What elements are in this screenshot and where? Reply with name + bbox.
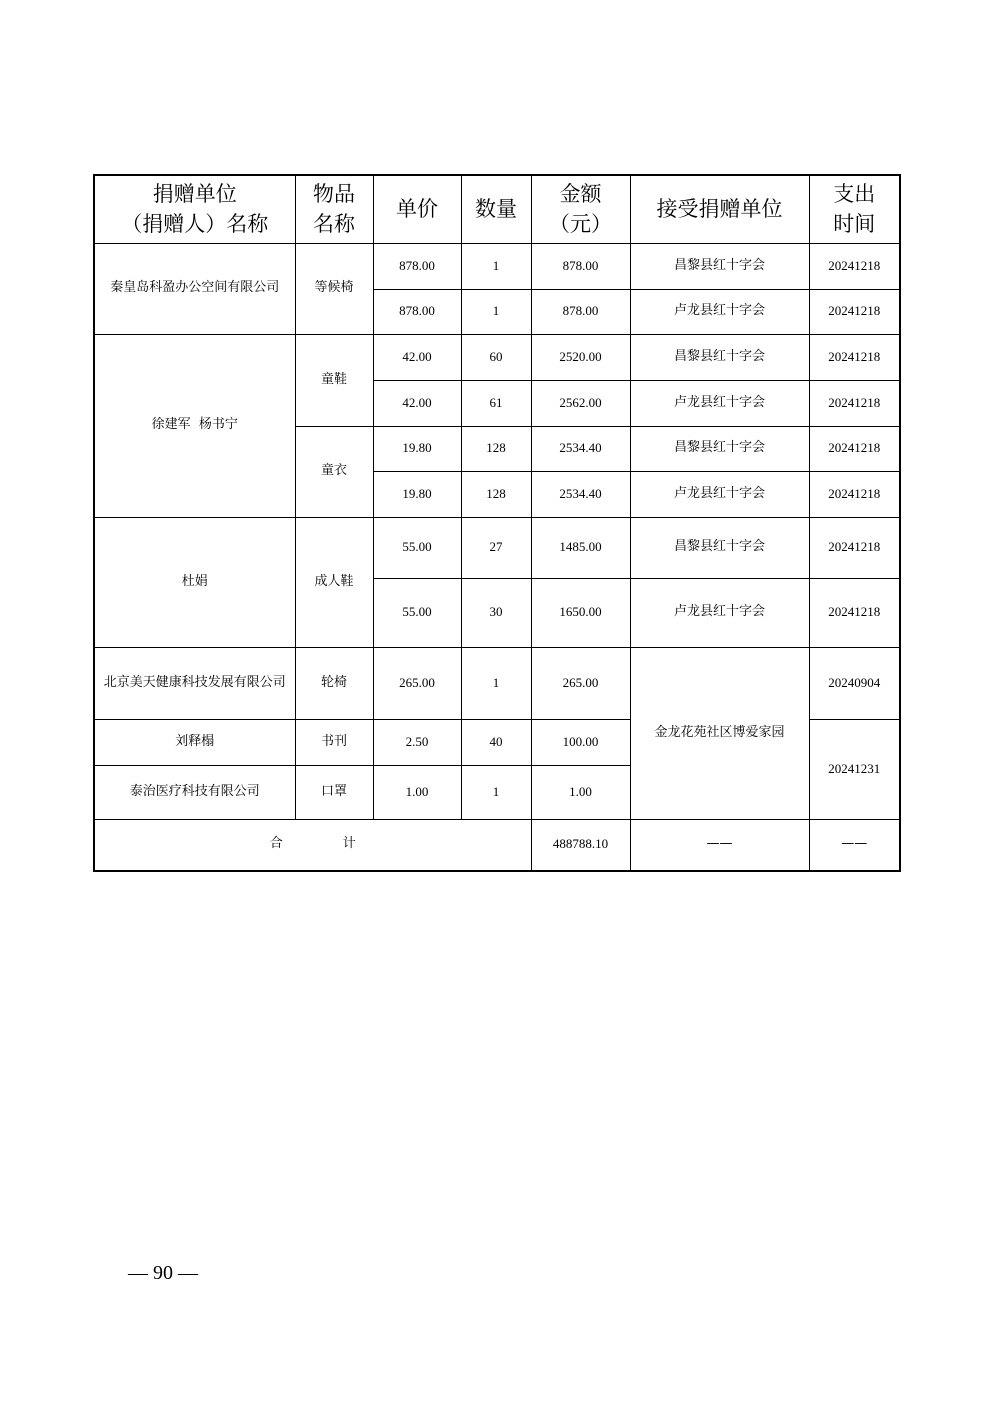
qty-cell: 1 — [461, 765, 531, 819]
donor-cell: 泰治医疗科技有限公司 — [94, 765, 295, 819]
amount-cell: 100.00 — [531, 719, 630, 765]
item-cell: 童鞋 — [295, 334, 373, 426]
qty-cell: 128 — [461, 426, 531, 471]
price-cell: 878.00 — [373, 243, 461, 289]
donor-cell: 刘释榻 — [94, 719, 295, 765]
item-cell: 成人鞋 — [295, 517, 373, 647]
price-cell: 1.00 — [373, 765, 461, 819]
page-number: — 90 — — [128, 1262, 198, 1284]
amount-cell: 2534.40 — [531, 426, 630, 471]
header-row — [94, 175, 900, 243]
page-number-value: 90 — [153, 1262, 173, 1284]
header-recipient: 接受捐赠单位 — [630, 175, 809, 243]
qty-cell: 30 — [461, 578, 531, 647]
header-amount: 金额 （元） — [531, 175, 630, 243]
date-cell: 20241218 — [809, 578, 900, 647]
header-donor: 捐赠单位 （捐赠人）名称 — [94, 175, 295, 243]
table-row — [94, 647, 900, 719]
item-cell: 童衣 — [295, 426, 373, 517]
price-cell: 42.00 — [373, 334, 461, 380]
price-cell: 19.80 — [373, 471, 461, 517]
qty-cell: 40 — [461, 719, 531, 765]
table-row — [94, 517, 900, 578]
total-date: —— — [809, 819, 900, 871]
amount-cell: 1.00 — [531, 765, 630, 819]
recipient-cell: 卢龙县红十字会 — [630, 471, 809, 517]
qty-cell: 27 — [461, 517, 531, 578]
header-unit-price: 单价 — [373, 175, 461, 243]
amount-cell: 1485.00 — [531, 517, 630, 578]
item-cell: 书刊 — [295, 719, 373, 765]
total-amount: 488788.10 — [531, 819, 630, 871]
recipient-cell: 卢龙县红十字会 — [630, 578, 809, 647]
header-item: 物品 名称 — [295, 175, 373, 243]
price-cell: 2.50 — [373, 719, 461, 765]
total-row — [94, 819, 900, 871]
amount-cell: 2534.40 — [531, 471, 630, 517]
item-cell: 等候椅 — [295, 243, 373, 334]
recipient-cell: 昌黎县红十字会 — [630, 243, 809, 289]
amount-cell: 878.00 — [531, 243, 630, 289]
header-date: 支出 时间 — [809, 175, 900, 243]
qty-cell: 60 — [461, 334, 531, 380]
date-cell: 20241218 — [809, 334, 900, 380]
recipient-cell: 金龙花苑社区博爱家园 — [630, 647, 809, 819]
qty-cell: 61 — [461, 380, 531, 426]
amount-cell: 265.00 — [531, 647, 630, 719]
price-cell: 55.00 — [373, 578, 461, 647]
header-quantity: 数量 — [461, 175, 531, 243]
date-cell: 20240904 — [809, 647, 900, 719]
date-cell: 20241218 — [809, 243, 900, 289]
amount-cell: 2520.00 — [531, 334, 630, 380]
price-cell: 55.00 — [373, 517, 461, 578]
recipient-cell: 昌黎县红十字会 — [630, 517, 809, 578]
donor-cell: 徐建军 杨书宁 — [94, 334, 295, 517]
date-cell: 20241218 — [809, 380, 900, 426]
amount-cell: 2562.00 — [531, 380, 630, 426]
table-row — [94, 334, 900, 380]
date-cell: 20241218 — [809, 426, 900, 471]
donor-cell: 杜娟 — [94, 517, 295, 647]
recipient-cell: 昌黎县红十字会 — [630, 426, 809, 471]
price-cell: 265.00 — [373, 647, 461, 719]
donor-cell: 秦皇岛科盈办公空间有限公司 — [94, 243, 295, 334]
item-cell: 轮椅 — [295, 647, 373, 719]
qty-cell: 1 — [461, 243, 531, 289]
price-cell: 878.00 — [373, 289, 461, 334]
date-cell: 20241218 — [809, 289, 900, 334]
table-row — [94, 243, 900, 289]
recipient-cell: 昌黎县红十字会 — [630, 334, 809, 380]
total-recipient: —— — [630, 819, 809, 871]
price-cell: 42.00 — [373, 380, 461, 426]
amount-cell: 1650.00 — [531, 578, 630, 647]
date-cell: 20241218 — [809, 471, 900, 517]
amount-cell: 878.00 — [531, 289, 630, 334]
date-cell: 20241218 — [809, 517, 900, 578]
recipient-cell: 卢龙县红十字会 — [630, 380, 809, 426]
donor-cell: 北京美天健康科技发展有限公司 — [94, 647, 295, 719]
total-label: 合 计 — [94, 819, 531, 871]
qty-cell: 1 — [461, 289, 531, 334]
item-cell: 口罩 — [295, 765, 373, 819]
qty-cell: 1 — [461, 647, 531, 719]
date-cell: 20241231 — [809, 719, 900, 819]
price-cell: 19.80 — [373, 426, 461, 471]
qty-cell: 128 — [461, 471, 531, 517]
donation-table — [93, 174, 901, 872]
recipient-cell: 卢龙县红十字会 — [630, 289, 809, 334]
